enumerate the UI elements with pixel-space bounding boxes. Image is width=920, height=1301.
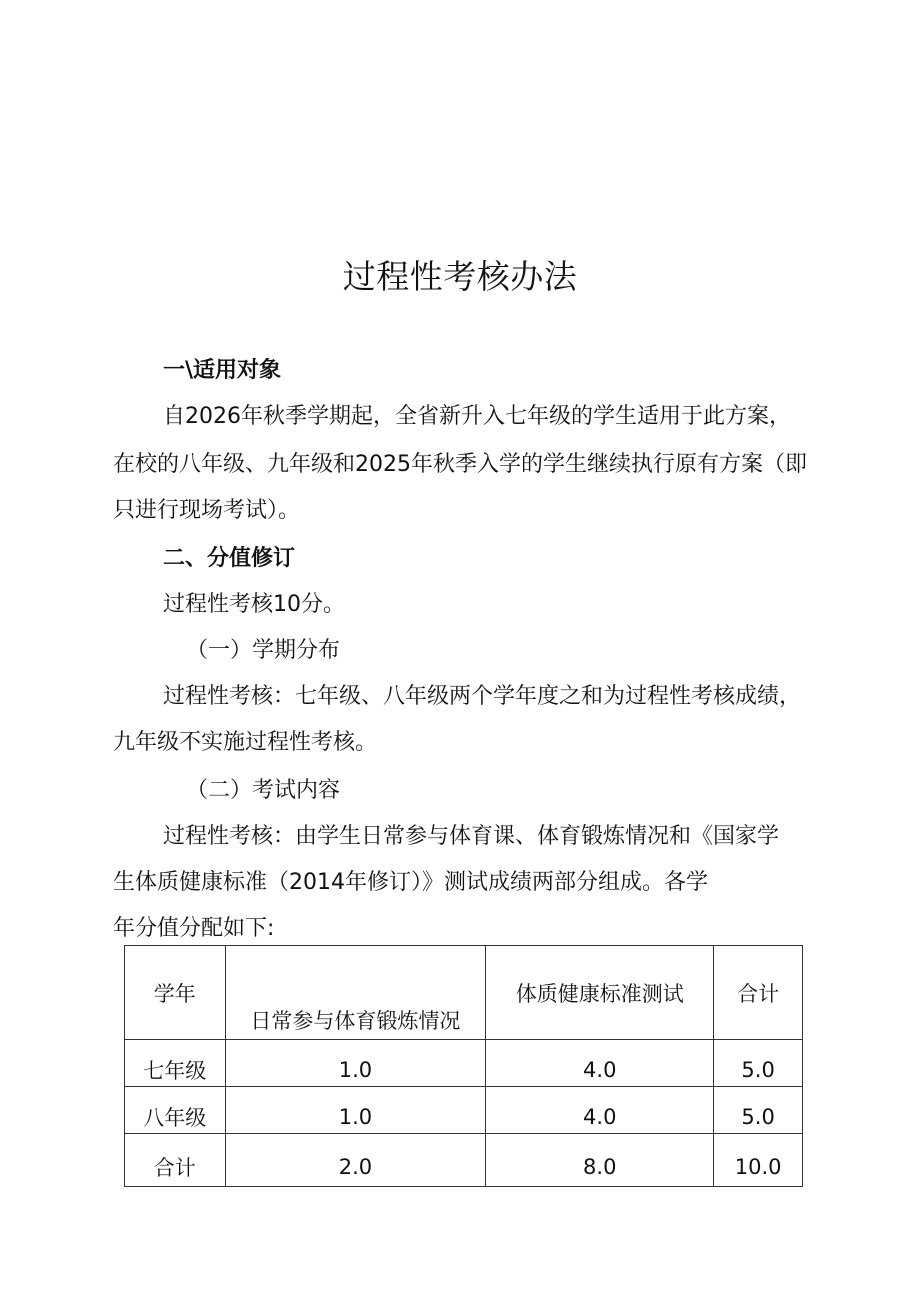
table-cell: 七年级 [125, 1040, 226, 1087]
paragraph-line: 在校的八年级、九年级和2025年秋季入学的学生继续执行原有方案（即 [113, 452, 807, 477]
table-cell: 1.0 [225, 1087, 486, 1134]
subsection-heading-content: （二）考试内容 [186, 778, 341, 803]
paragraph-line: 自2026年秋季学期起，全省新升入七年级的学生适用于此方案， [163, 404, 791, 429]
paragraph-line: 过程性考核：七年级、八年级两个学年度之和为过程性考核成绩， [163, 684, 802, 709]
table-header-cell: 合计 [714, 946, 803, 1040]
table-cell: 5.0 [714, 1040, 803, 1087]
table-row [125, 1040, 803, 1087]
paragraph-line: 生体质健康标准（2014年修订）》测试成绩两部分组成。各学 [113, 870, 708, 895]
table-row-total [125, 1134, 803, 1187]
table-cell: 八年级 [125, 1087, 226, 1134]
table-header-cell: 日常参与体育锻炼情况 [225, 946, 486, 1040]
page-title: 过程性考核办法 [342, 257, 578, 296]
section-heading-scope: 一\适用对象 [163, 358, 282, 383]
table-header-cell: 体质健康标准测试 [486, 946, 714, 1040]
table-header-cell: 学年 [125, 946, 226, 1040]
paragraph-line: 年分值分配如下: [113, 916, 275, 941]
section-heading-score: 二、分值修订 [163, 546, 296, 571]
paragraph-line: 过程性考核10分。 [163, 592, 345, 617]
table-cell: 4.0 [486, 1087, 714, 1134]
table-cell: 10.0 [714, 1134, 803, 1187]
table-row [125, 1087, 803, 1134]
score-distribution-table [124, 945, 803, 1187]
table-cell: 1.0 [225, 1040, 486, 1087]
paragraph-line: 只进行现场考试）。 [113, 498, 301, 523]
paragraph-line: 过程性考核：由学生日常参与体育课、体育锻炼情况和《国家学 [163, 824, 780, 849]
subsection-heading-distribution: （一）学期分布 [186, 638, 341, 663]
table-cell: 8.0 [486, 1134, 714, 1187]
table-cell: 5.0 [714, 1087, 803, 1134]
table-cell: 2.0 [225, 1134, 486, 1187]
paragraph-line: 九年级不实施过程性考核。 [113, 730, 378, 755]
table-cell: 4.0 [486, 1040, 714, 1087]
table-cell: 合计 [125, 1134, 226, 1187]
table-header-row [125, 946, 803, 1040]
